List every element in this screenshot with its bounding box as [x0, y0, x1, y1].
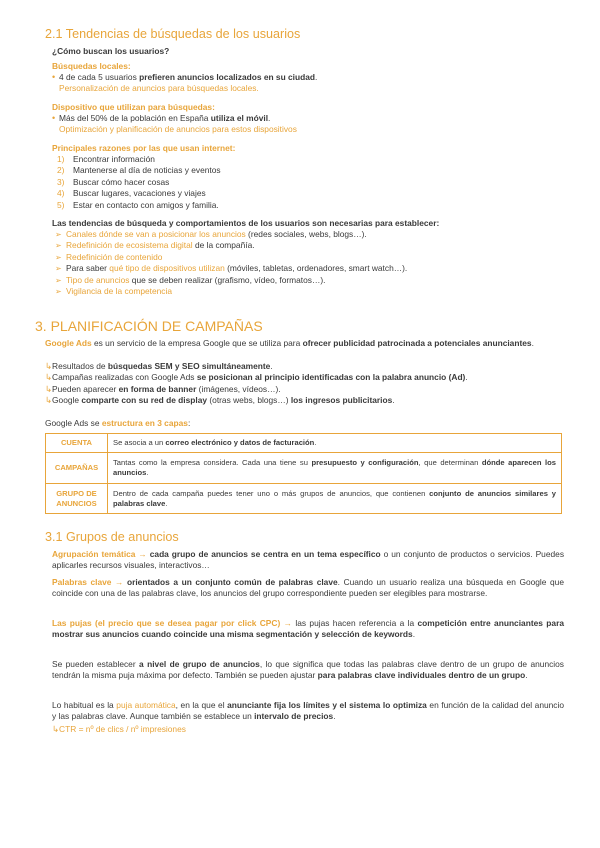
arrow-bullet-icon: ↳	[45, 372, 53, 383]
list-item: 3) Buscar cómo hacer cosas	[57, 176, 170, 187]
ctr-formula: ↳CTR = nº de clics / nº impresiones	[52, 724, 186, 734]
table-key: GRUPO DE ANUNCIOS	[46, 484, 108, 514]
device-item: • Más del 50% de la población en España utiliza el móvil.	[59, 113, 270, 124]
list-item: ↳Google comparte con su red de display (otras webs, blogs…) los ingresos publicitarios.	[45, 395, 395, 406]
paragraph-agrupacion: Agrupación temática → cada grupo de anuncios se centra en un tema específico o un conjunto de productos o servicios. Puedes aplicarles recursos visuales, interactivos…	[52, 549, 565, 571]
table-value: Se asocia a un correo electrónico y datos de facturación.	[108, 434, 562, 453]
device-label: Dispositivo que utilizan para búsquedas:	[52, 102, 215, 112]
arrow-bullet-icon: ➢	[55, 230, 62, 239]
table-row	[46, 453, 562, 484]
reasons-label: Principales razones por las que usan internet:	[52, 143, 236, 153]
reasons-list	[57, 154, 221, 211]
list-item: 1) Encontrar información	[57, 154, 155, 164]
arrow-bullet-icon: ➢	[55, 241, 62, 251]
list-item: ➢ Canales dónde se van a posicionar los anuncios (redes sociales, webs, blogs…).	[55, 229, 367, 239]
arrow-bullet-icon: ➢	[55, 287, 62, 297]
list-item: ➢ Tipo de anuncios que se deben realizar (grafismo, vídeo, formatos…).	[55, 274, 326, 285]
paragraph-palabras-clave: Palabras clave → orientados a un conjunto común de palabras clave. Cuando un usuario realiza una búsqueda en Google que coincide con una de las palabras clave, los anuncios del grupo correspondiente pueden ser elegibles para mostrarse.	[52, 577, 564, 599]
trends-list	[55, 229, 408, 297]
local-note: Personalización de anuncios para búsquedas locales.	[59, 83, 259, 93]
paragraph-nivel-grupo: Se pueden establecer a nivel de grupo de anuncios, lo que significa que todas las palabras clave dentro de un grupo de anuncios tendrán la misma puja máxima por defecto. También se pueden ajustar para palabras clave individuales dentro de un grupo.	[52, 659, 564, 681]
list-item: ➢ Redefinición de ecosistema digital de la compañía.	[55, 240, 255, 251]
google-ads-intro: Google Ads es un servicio de la empresa Google que se utiliza para ofrecer publicidad patrocinada a potenciales anunciantes.	[45, 338, 534, 348]
table-row	[46, 434, 562, 453]
list-item: ➢ Para saber qué tipo de dispositivos utilizan (móviles, tabletas, ordenadores, smart watch…).	[55, 263, 408, 274]
table-key: CAMPAÑAS	[46, 453, 108, 484]
local-item: • 4 de cada 5 usuarios prefieren anuncios localizados en su ciudad.	[59, 72, 317, 83]
list-item: 4) Buscar lugares, vacaciones y viajes	[57, 188, 206, 199]
section-title-3-1: 3.1 Grupos de anuncios	[45, 530, 179, 544]
arrow-bullet-icon: ↳	[45, 395, 53, 406]
list-item: 5) Estar en contacto con amigos y familia.	[57, 199, 219, 210]
list-item: ↳Pueden aparecer en forma de banner (imágenes, vídeos…).	[45, 383, 281, 394]
arrow-bullet-icon: ↳	[45, 383, 53, 394]
arrow-bullet-icon: ➢	[55, 252, 62, 262]
arrow-bullet-icon: ➢	[55, 264, 62, 274]
features-list	[45, 361, 565, 407]
section-title-3: 3. PLANIFICACIÓN DE CAMPAÑAS	[35, 318, 263, 334]
list-item: ↳Campañas realizadas con Google Ads se posicionan al principio identificadas con la palabra anuncio (Ad).	[45, 372, 468, 383]
local-label: Búsquedas locales:	[52, 61, 131, 71]
list-item: ➢ Vigilancia de la competencia	[55, 286, 172, 297]
layers-table	[45, 433, 562, 514]
arrow-bullet-icon: ↳	[45, 361, 53, 371]
arrow-bullet-icon: ➢	[55, 275, 62, 285]
table-value: Dentro de cada campaña puedes tener uno o más grupos de anuncios, que contienen conjunto de anuncios similares y palabras clave.	[108, 484, 562, 514]
section-title-2-1: 2.1 Tendencias de búsquedas de los usuarios	[45, 27, 301, 41]
table-value: Tantas como la empresa considera. Cada una tiene su presupuesto y configuración, que determinan dónde aparecen los anuncios.	[108, 453, 562, 484]
paragraph-puja-automatica: Lo habitual es la puja automática, en la que el anunciante fija los límites y el sistema lo optimiza en función de la calidad del anuncio y las palabras clave. Aunque también se establece un intervalo de precios.	[52, 700, 564, 722]
trends-intro: Las tendencias de búsqueda y comportamientos de los usuarios son necesarias para establecer:	[52, 218, 440, 228]
table-row	[46, 484, 562, 514]
paragraph-pujas: Las pujas (el precio que se desea pagar por click CPC) → las pujas hacen referencia a la competición entre anunciantes para mostrar sus anuncios cuando coincide una misma segmentación y selección de keywords.	[52, 618, 564, 640]
structure-line: Google Ads se estructura en 3 capas:	[45, 418, 191, 428]
question-heading: ¿Cómo buscan los usuarios?	[52, 46, 170, 56]
list-item: ➢ Redefinición de contenido	[55, 251, 163, 262]
list-item: ↳Resultados de búsquedas SEM y SEO simultáneamente.	[45, 361, 273, 371]
table-key: CUENTA	[46, 434, 108, 453]
list-item: 2) Mantenerse al día de noticias y eventos	[57, 165, 221, 176]
device-note: Optimización y planificación de anuncios para estos dispositivos	[59, 124, 297, 134]
arrow-bullet-icon: ↳	[52, 724, 60, 734]
